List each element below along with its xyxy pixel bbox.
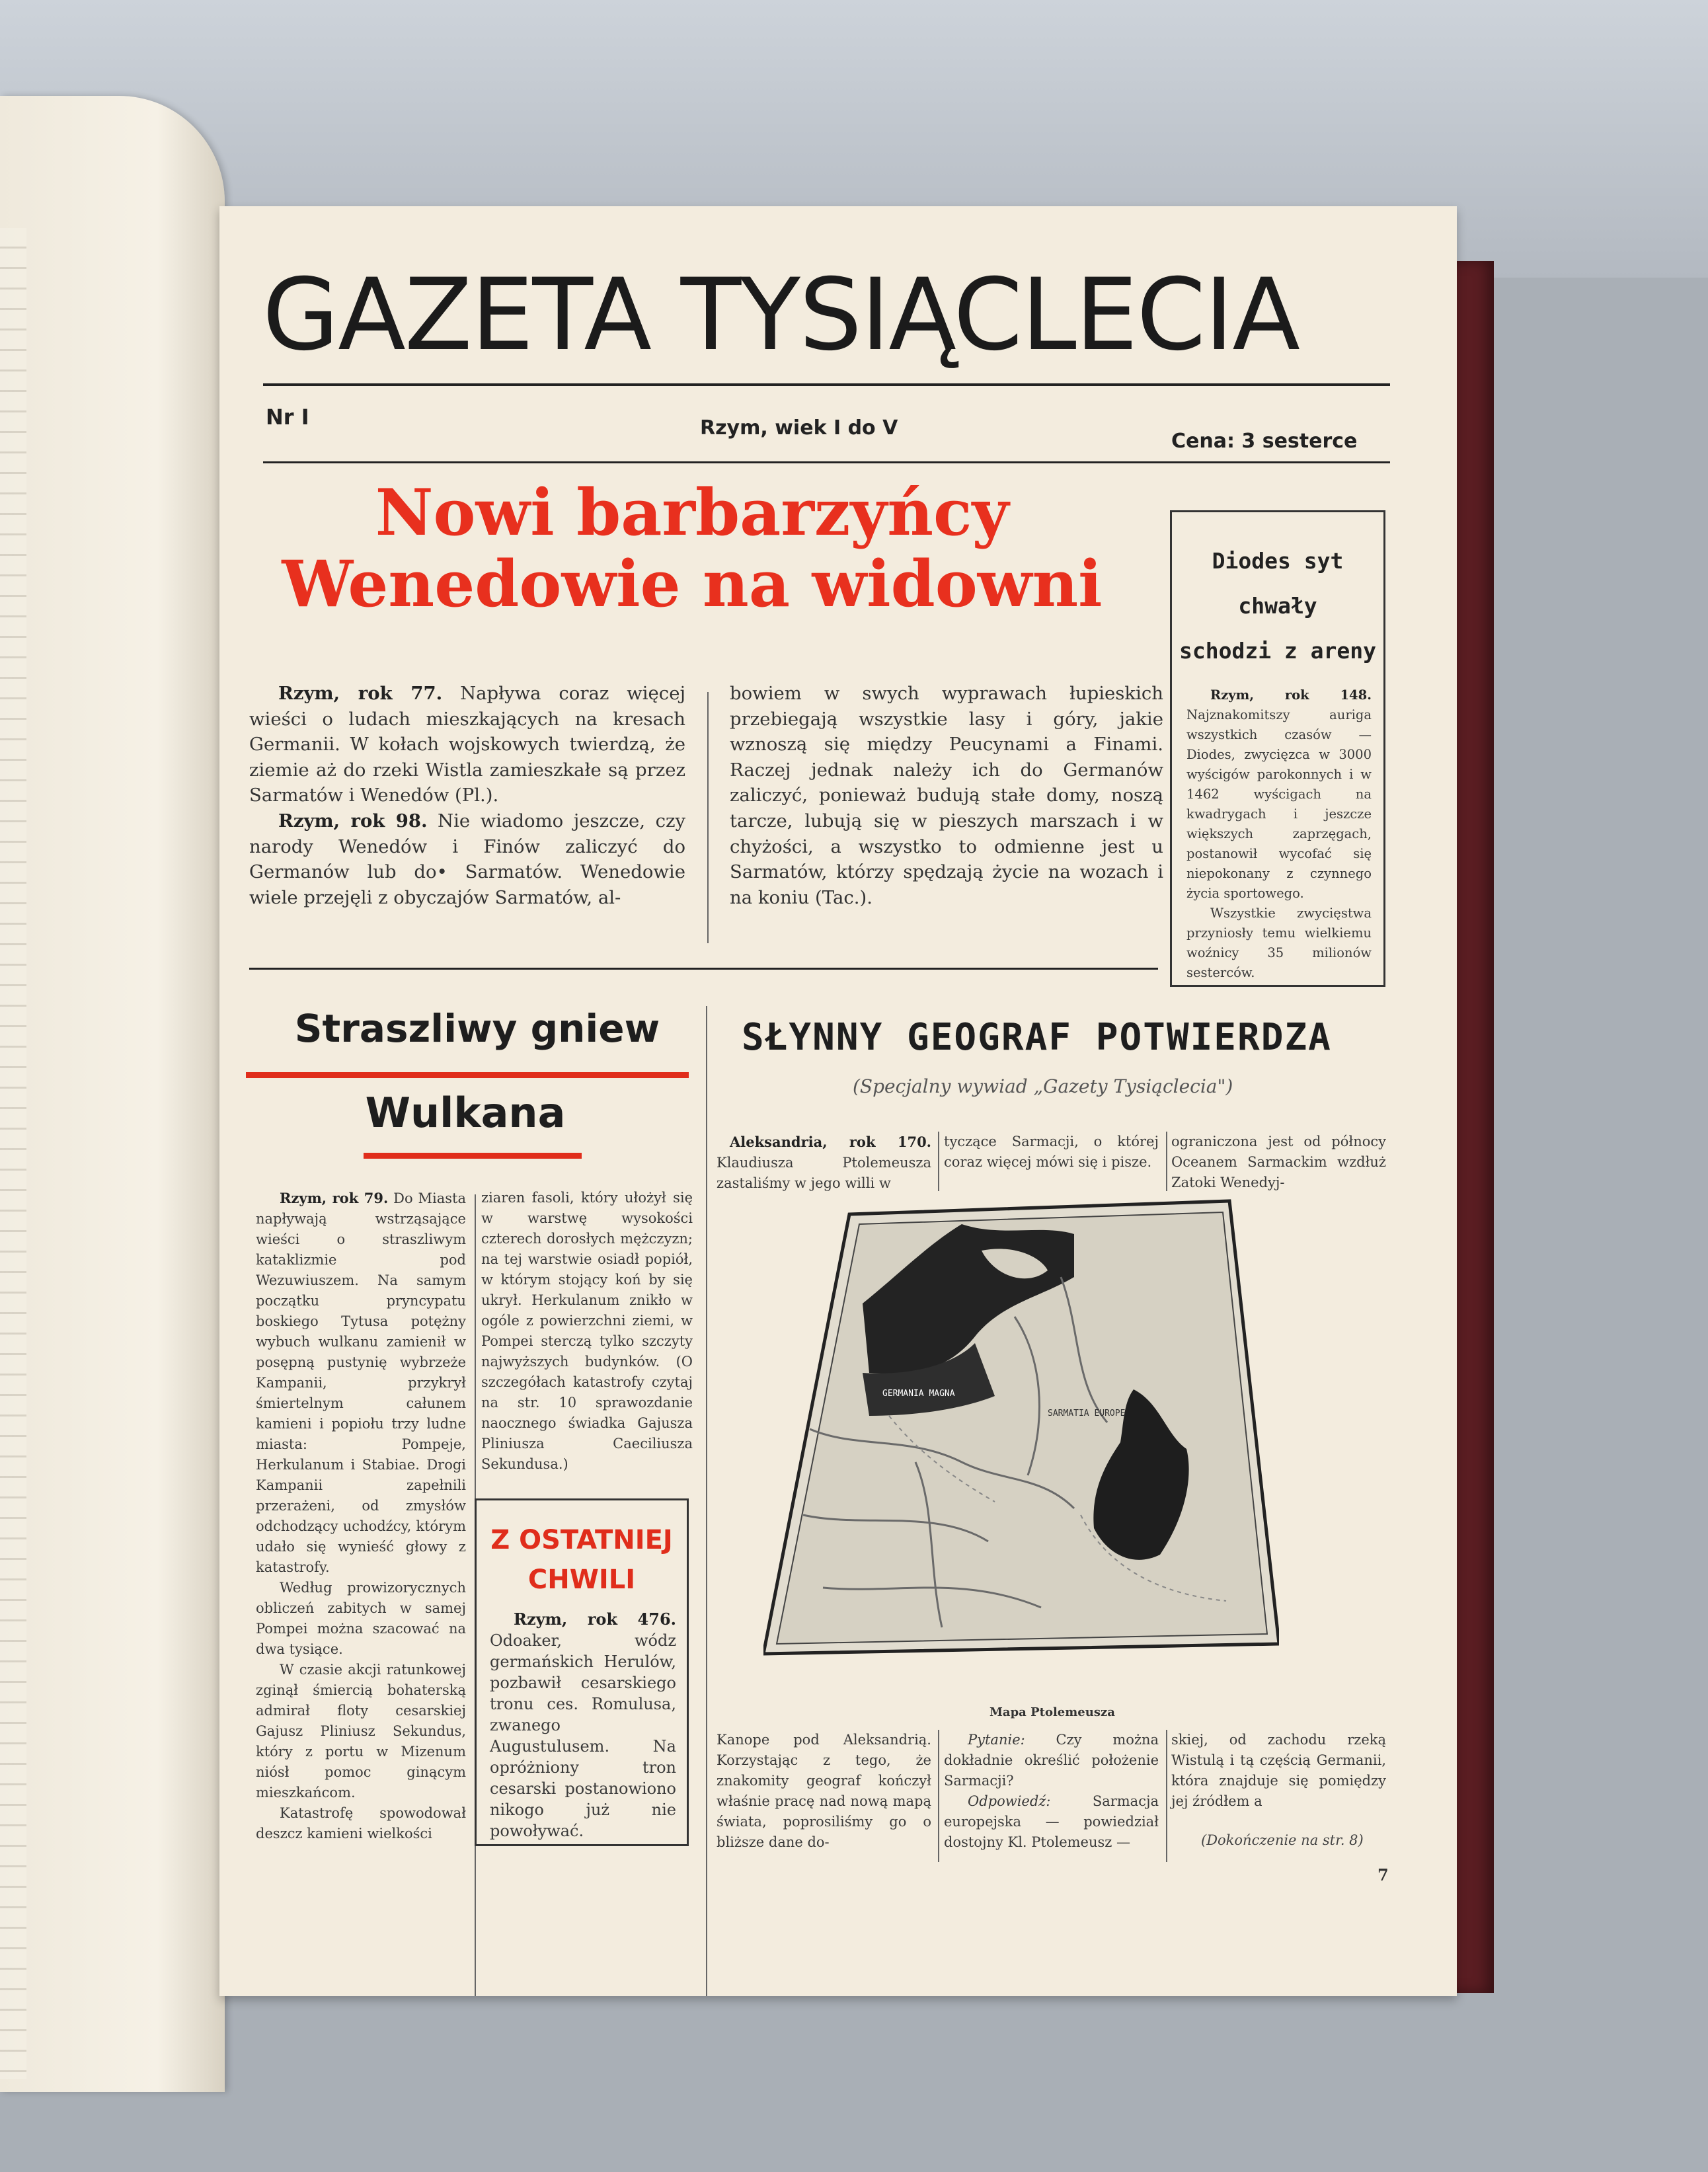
continued-note: (Dokończenie na str. 8) <box>1201 1832 1364 1848</box>
left-page <box>0 96 225 2092</box>
geographer-bottom-col1: Kanope pod Aleksandrią. Korzystając z tego, że znakomity geograf kończył właśnie pracę nad nową mapą świata, poprosiliśmy go o bliższe dane do- <box>717 1732 931 1850</box>
sidebar-title: Diodes syt chwały schodzi z areny <box>1179 548 1376 664</box>
main-article-para: Rzym, rok 77. Napływa coraz więcej wieści o ludach mieszkających na kresach Germanii. W kołach wojskowych twierdzą, że ziemie aż do rzeki Wistla zamieszkałe są przez Sarmatów i Wenedów (Pl.). <box>249 683 685 806</box>
issue-number: Nr I <box>266 405 309 430</box>
column-divider <box>1166 1132 1167 1191</box>
volcano-col1: Rzym, rok 79. Do Miasta napływają wstrząsające wieści o straszliwym kataklizmie pod Wezuwiuszem. Na samym początku pryncypatu boskiego Tytusa potężny wybuch wulkanu zamienił w posępną pustynię wybrzeże Kampanii, przykrył śmiertelnym całunem kamieni i popiołu trzy ludne miasta: Pompeje, Herkulanum i Stabiae. Drogi Kampanii zapełnili przerażeni, od zmysłów odchodzący uchodźcy, którym udało się wynieść głowy z katastrofy. Według prowizorycznych obliczeń zabitych w samej Pompei można szacować na dwa tysiące. W czasie akcji ratunkowej zginął śmiercią bohaterską admirał floty cesarskiej Gajusz Pliniusz Sekundus, który z portu w Mizenum niósł pomoc ginącym mieszkańcom. Katastrofę spowodował deszcz kamieni wielkości <box>256 1190 467 1842</box>
column-divider <box>707 692 709 943</box>
main-headline-line1: Nowi barbarzyńcy <box>375 475 1009 550</box>
masthead-title: GAZETA TYSIĄCLECIA <box>262 258 1300 373</box>
page-number: 7 <box>1378 1865 1389 1884</box>
geographer-headline: SŁYNNY GEOGRAF POTWIERDZA <box>742 1016 1332 1059</box>
geographer-top-col1: Aleksandria, rok 170. Klaudiusza Ptolemeusza zastaliśmy w jego willi w <box>717 1134 931 1191</box>
red-underline <box>364 1153 582 1159</box>
main-headline-line2: Wenedowie na widowni <box>282 546 1103 621</box>
masthead-rule-top <box>263 383 1390 386</box>
column-divider <box>938 1730 939 1862</box>
map-label-sarmatia: SARMATIA EUROPE <box>1048 1409 1126 1418</box>
geographer-subhead: (Specjalny wywiad „Gazety Tysiąclecia") <box>853 1075 1233 1097</box>
newspaper-page <box>219 206 1457 1996</box>
map-label-germania: GERMANIA MAGNA <box>882 1389 955 1399</box>
last-minute-box <box>475 1498 689 1846</box>
main-article-col2: bowiem w swych wyprawach łupieskich przebiegają wszystkie lasy i góry, jakie wznoszą się między Peucynami a Finami. Raczej jednak należy ich do Germanów zaliczyć, ponieważ budują stałe domy, noszą tarcze, lubują się w pieszych marszach i w chyżości, a wszystko to odmienne jest u Sarmatów, którzy spędzają życie na wozach i na koniu (Tac.). <box>730 683 1163 908</box>
price: Cena: 3 sesterce <box>1171 430 1358 453</box>
sidebar-box <box>1170 510 1385 987</box>
volcano-headline-line1: Straszliwy gniew <box>294 1006 660 1051</box>
geographer-top-col3: ograniczona jest od północy Oceanem Sarmackim wzdłuż Zatoki Wenedyj- <box>1171 1134 1386 1190</box>
volcano-headline-line2: Wulkana <box>365 1089 566 1137</box>
sidebar-text: Rzym, rok 148. Najznakomitszy auriga wszystkich czasów — Diodes, zwycięzca w 3000 wyścigów parokonnych i w 1462 wyścigach na kwadrygach i jeszcze większych zaprzęgach, postanowił wycofać się niepokonany z czynnego życia sportowego. Wszystkie zwycięstwa przyniosły temu wielkiemu woźnicy 35 milionów sesterców. <box>1186 687 1372 980</box>
last-minute-text: Rzym, rok 476. Odoaker, wódz germańskich Herulów, pozbawił cesarskiego tronu ces. Romulusa, zwanego Augustulusem. Na opróżniony tron cesarski postanowiono nikogo już nie powoływać. <box>490 1610 676 1840</box>
map-caption: Mapa Ptolemeusza <box>990 1705 1115 1719</box>
main-article-para: Rzym, rok 98. Nie wiadomo jeszcze, czy narody Wenedów i Finów zaliczyć do Germanów lub do• Sarmatów. Wenedowie wiele przejęli z obyczajów Sarmatów, al- <box>249 810 685 908</box>
red-underline <box>246 1072 689 1078</box>
section-rule <box>249 968 1158 970</box>
column-divider <box>706 1006 707 1996</box>
masthead-rule-bottom <box>263 461 1390 463</box>
geographer-top-col2: tyczące Sarmacji, o której coraz więcej mówi się i pisze. <box>944 1134 1159 1170</box>
ptolemy-map <box>763 1198 1279 1660</box>
place-date: Rzym, wiek I do V <box>700 416 898 440</box>
volcano-col2: ziaren fasoli, który ułożył się w warstwę wysokości czterech dorosłych mężczyzn; na tej warstwie osiadł popiół, w którym stojący koń by się ukrył. Herkulanum znikło w ogóle z powierzchni ziemi, w Pompei sterczą tylko szczyty najwyższych budynków. (O szczegółach katastrofy czytaj na str. 10 sprawozdanie naocznego świadka Gajusza Pliniusza Caeciliusza Sekundusa.) <box>481 1190 693 1472</box>
last-minute-title: Z OSTATNIEJ CHWILI <box>490 1525 673 1595</box>
column-divider <box>938 1132 939 1191</box>
geographer-bottom-col3: skiej, od zachodu rzeką Wistulą i tą częścią Germanii, która znajduje się pomiędzy jej źródłem a <box>1171 1732 1386 1809</box>
column-divider <box>1166 1730 1167 1862</box>
main-headline <box>219 477 1165 619</box>
geographer-bottom-col2: Pytanie: Czy można dokładnie określić położenie Sarmacji? Odpowiedź: Sarmacja europejska — powiedział dostojny Kl. Ptolemeusz — <box>944 1732 1159 1850</box>
main-article-col1 <box>249 681 685 910</box>
